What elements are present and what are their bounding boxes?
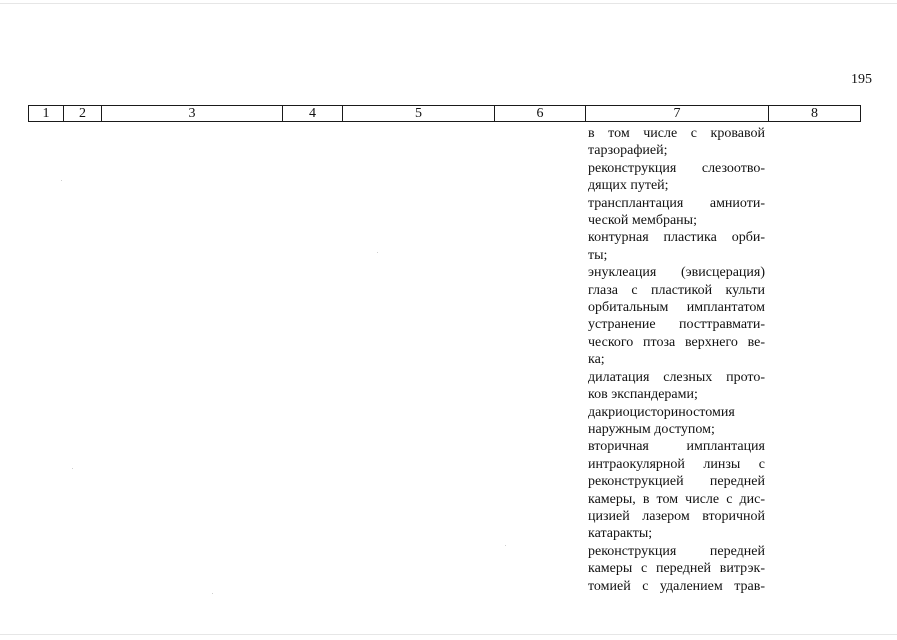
text-line: реконструкция передней: [588, 543, 765, 559]
text-line: реконструкцией передней: [588, 474, 765, 490]
scan-speck: [505, 545, 506, 546]
text-line: энуклеация (эвисцерация): [588, 265, 765, 281]
scan-speck: [72, 468, 73, 469]
text-line: контурная пластика орби-: [588, 230, 765, 246]
text-line: наружным доступом;: [588, 421, 715, 437]
column-header-8: 8: [769, 106, 861, 122]
text-line: орбитальным имплантатом: [588, 300, 765, 316]
text-line: дилатация слезных прото-: [588, 369, 765, 385]
column-header-7: 7: [586, 106, 769, 122]
text-line: трансплантация амниоти-: [588, 195, 765, 211]
text-line: ка;: [588, 352, 605, 368]
text-line: тарзорафией;: [588, 143, 668, 159]
text-line: реконструкция слезоотво-: [588, 160, 765, 176]
text-line: глаза с пластикой культи: [588, 282, 765, 298]
column-header-6: 6: [495, 106, 586, 122]
scan-edge-top: [0, 3, 897, 4]
scan-speck: [212, 593, 213, 594]
text-line: ческой мембраны;: [588, 213, 697, 229]
text-line: томией с удалением трав-: [588, 578, 765, 594]
text-line: дящих путей;: [588, 178, 669, 194]
column-header-1: 1: [29, 106, 64, 122]
text-line: катаракты;: [588, 526, 653, 542]
scan-edge-bottom: [0, 634, 897, 635]
column-header-row: [29, 106, 861, 122]
page-number: 195: [851, 72, 872, 87]
column-header-table: [28, 105, 861, 122]
scan-speck: [61, 180, 62, 181]
column-header-3: 3: [102, 106, 283, 122]
text-line: камеры с передней витрэк-: [588, 561, 765, 577]
text-line: цизией лазером вторичной: [588, 508, 765, 524]
text-line: вторичная имплантация: [588, 439, 765, 455]
text-line: дакриоцисториностомия: [588, 404, 735, 420]
text-line: ческого птоза верхнего ве-: [588, 334, 765, 350]
column-header-4: 4: [283, 106, 343, 122]
text-line: в том числе с кровавой: [588, 126, 765, 141]
text-line: устранение посттравмати-: [588, 317, 765, 333]
column-header-5: 5: [343, 106, 495, 122]
text-line: ков экспандерами;: [588, 387, 698, 403]
text-line: ты;: [588, 247, 608, 263]
column-7-procedures-text: [588, 125, 765, 595]
text-line: интраокулярной линзы с: [588, 456, 765, 472]
text-line: камеры, в том числе с дис-: [588, 491, 765, 507]
scan-speck: [377, 252, 378, 253]
column-header-2: 2: [64, 106, 102, 122]
